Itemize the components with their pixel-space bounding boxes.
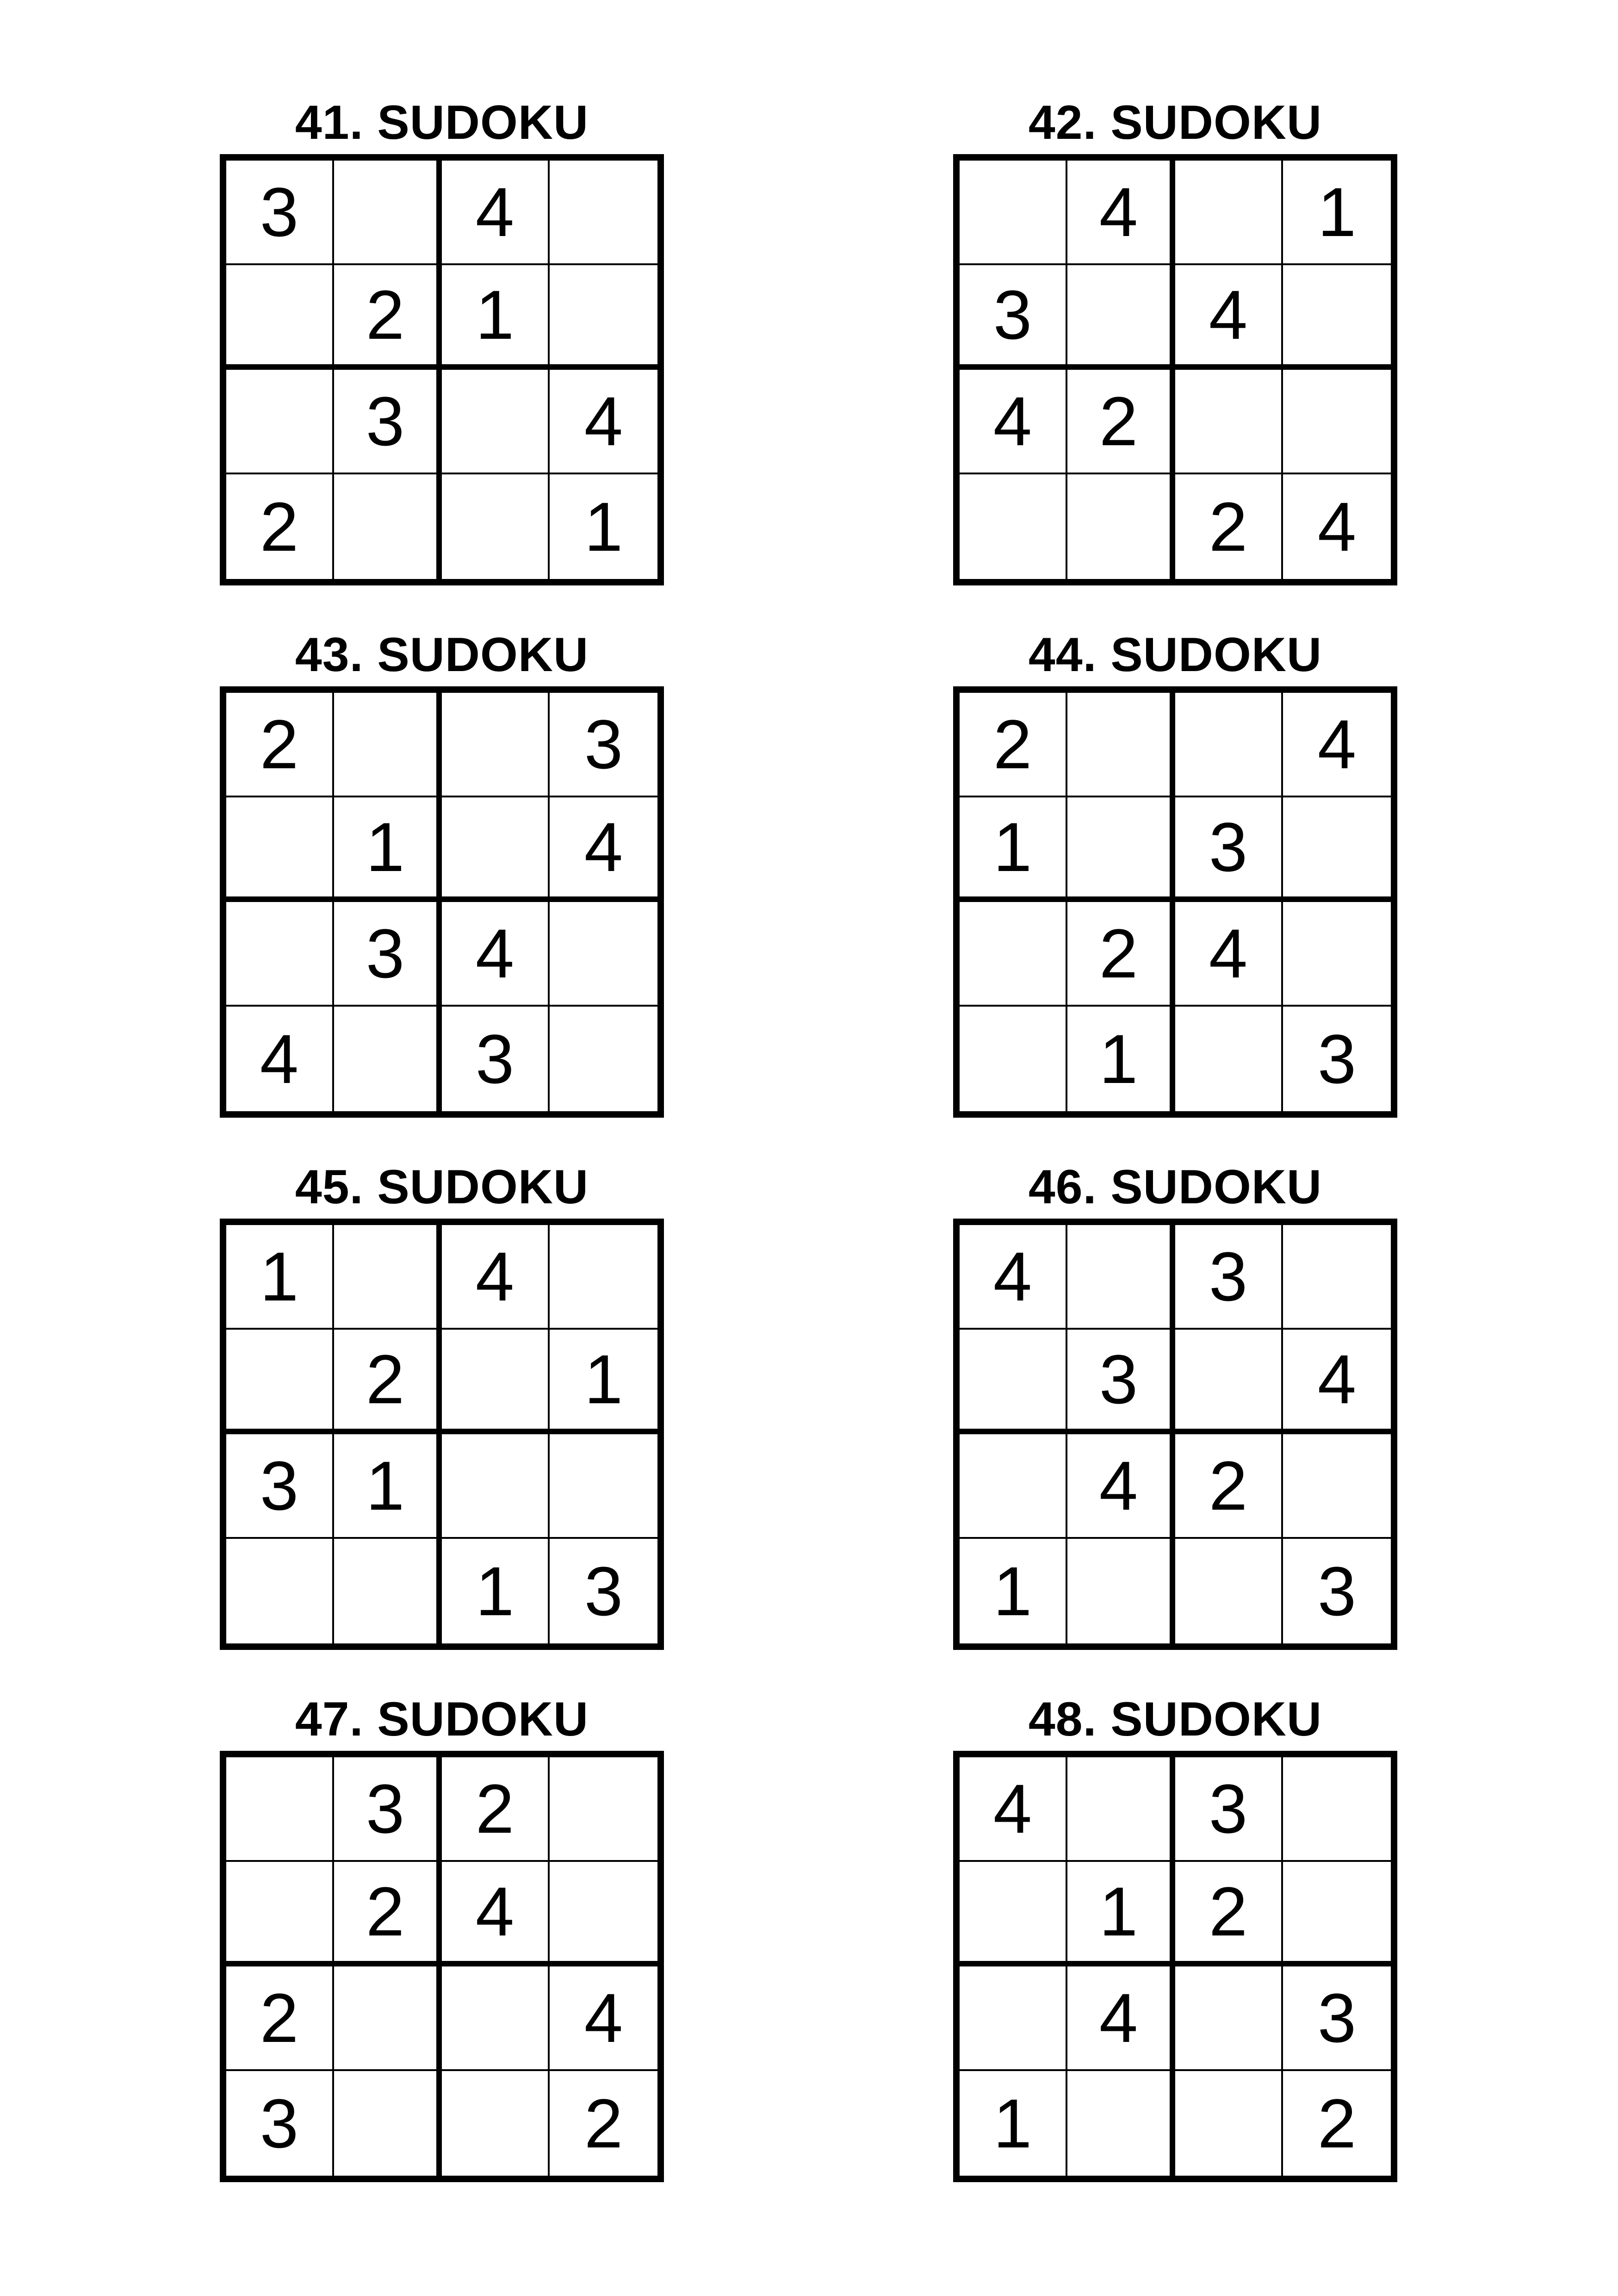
- grid-cell[interactable]: [1067, 693, 1175, 797]
- grid-cell[interactable]: 4: [960, 1225, 1067, 1330]
- grid-cell[interactable]: [1283, 1225, 1391, 1330]
- grid-cell[interactable]: 1: [334, 1434, 442, 1539]
- sudoku-grid: [953, 1751, 1397, 2182]
- grid-cell[interactable]: 4: [1317, 488, 1357, 566]
- grid-cell[interactable]: 3: [226, 1434, 334, 1539]
- grid-cell[interactable]: [1283, 1862, 1391, 1966]
- sudoku-grid: [220, 1219, 664, 1650]
- grid-cell[interactable]: [1067, 474, 1175, 579]
- puzzle-title: 41. SUDOKU: [295, 96, 589, 149]
- grid-cell[interactable]: 3: [550, 693, 657, 797]
- grid-cell[interactable]: 1: [442, 265, 550, 370]
- grid-cell[interactable]: [226, 797, 334, 902]
- grid-cell[interactable]: 3: [334, 370, 442, 474]
- grid-cell[interactable]: 3: [1175, 1757, 1283, 1862]
- grid-cell[interactable]: [1175, 693, 1283, 797]
- grid-cell[interactable]: [960, 902, 1067, 1007]
- grid-cell[interactable]: [1067, 797, 1175, 902]
- grid-cell[interactable]: 4: [442, 902, 550, 1007]
- grid-cell[interactable]: [1067, 1757, 1175, 1862]
- grid-cell[interactable]: [960, 1862, 1067, 1966]
- grid-cell[interactable]: [226, 1330, 334, 1434]
- grid-cell[interactable]: [1175, 1539, 1283, 1643]
- grid-cell[interactable]: 1: [550, 1330, 657, 1434]
- sudoku-grid: [953, 154, 1397, 585]
- grid-cell[interactable]: [960, 1007, 1067, 1111]
- grid-cell[interactable]: 2: [334, 1862, 442, 1966]
- grid-cell[interactable]: [1283, 265, 1391, 370]
- grid-cell[interactable]: [226, 902, 334, 1007]
- grid-cell[interactable]: 2: [334, 1330, 442, 1434]
- grid-cell[interactable]: 3: [442, 1007, 550, 1111]
- grid-cell[interactable]: [1175, 370, 1283, 474]
- grid-cell[interactable]: 4: [550, 1966, 657, 2071]
- grid-cell[interactable]: [1067, 2071, 1175, 2176]
- grid-cell[interactable]: 1: [226, 1225, 334, 1330]
- grid-cell[interactable]: 4: [1175, 265, 1283, 370]
- grid-cell[interactable]: [334, 161, 442, 265]
- grid-cell[interactable]: [334, 474, 442, 579]
- grid-cell[interactable]: 2: [1175, 1862, 1283, 1966]
- grid-cell[interactable]: 1: [960, 797, 1067, 902]
- grid-cell[interactable]: [442, 474, 550, 579]
- grid-cell[interactable]: [1067, 265, 1175, 370]
- grid-cell[interactable]: [334, 1539, 442, 1643]
- grid-cell[interactable]: [550, 1862, 657, 1966]
- sudoku-grid: [953, 686, 1397, 1118]
- puzzle-title: 44. SUDOKU: [1028, 628, 1322, 682]
- grid-cell[interactable]: 4: [550, 797, 657, 902]
- grid-cell[interactable]: 4: [960, 1757, 1067, 1862]
- grid-cell[interactable]: 3: [1175, 1225, 1283, 1330]
- grid-cell[interactable]: [442, 1966, 550, 2071]
- grid-cell[interactable]: 2: [226, 693, 334, 797]
- sudoku-grid: [220, 1751, 664, 2182]
- grid-cell[interactable]: 2: [1175, 474, 1283, 579]
- grid-cell[interactable]: 3: [1283, 1966, 1391, 2071]
- grid-cell[interactable]: [442, 2071, 550, 2176]
- grid-cell[interactable]: 3: [1175, 797, 1283, 902]
- grid-cell[interactable]: 4: [1067, 1966, 1175, 2071]
- grid-cell[interactable]: 4: [1283, 693, 1391, 797]
- grid-cell[interactable]: 4: [550, 370, 657, 474]
- grid-cell[interactable]: 3: [1317, 1552, 1357, 1630]
- grid-cell[interactable]: 2: [334, 265, 442, 370]
- grid-cell[interactable]: [442, 370, 550, 474]
- sudoku-grid: [220, 154, 664, 585]
- puzzle-title: 42. SUDOKU: [1028, 96, 1322, 149]
- grid-cell[interactable]: [1175, 1966, 1283, 2071]
- sudoku-grid: [953, 1219, 1397, 1650]
- grid-cell[interactable]: [550, 1434, 657, 1539]
- grid-cell[interactable]: 4: [1067, 161, 1175, 265]
- grid-cell[interactable]: [334, 1966, 442, 2071]
- grid-cell[interactable]: 2: [1067, 370, 1175, 474]
- grid-cell[interactable]: [226, 265, 334, 370]
- grid-cell[interactable]: 2: [442, 1757, 550, 1862]
- grid-cell[interactable]: 2: [1175, 1434, 1283, 1539]
- grid-cell[interactable]: [1283, 370, 1391, 474]
- puzzle-title: 48. SUDOKU: [1028, 1692, 1322, 1746]
- grid-cell[interactable]: 4: [1175, 902, 1283, 1007]
- grid-cell[interactable]: [226, 1539, 334, 1643]
- puzzle-title: 43. SUDOKU: [295, 628, 589, 682]
- grid-cell[interactable]: [550, 1757, 657, 1862]
- grid-cell[interactable]: [960, 1330, 1067, 1434]
- grid-cell[interactable]: 1: [334, 797, 442, 902]
- grid-cell[interactable]: [334, 2071, 442, 2176]
- grid-cell[interactable]: 3: [334, 1757, 442, 1862]
- grid-cell[interactable]: 1: [960, 1539, 1067, 1643]
- grid-cell[interactable]: [334, 693, 442, 797]
- grid-cell[interactable]: 1: [1283, 161, 1391, 265]
- grid-cell[interactable]: [1175, 1330, 1283, 1434]
- grid-cell[interactable]: [1283, 797, 1391, 902]
- grid-cell[interactable]: 4: [442, 1862, 550, 1966]
- grid-cell[interactable]: 1: [960, 2071, 1067, 2176]
- grid-cell[interactable]: [226, 1757, 334, 1862]
- grid-cell[interactable]: 3: [226, 161, 334, 265]
- grid-cell[interactable]: 1: [1067, 1007, 1175, 1111]
- grid-cell[interactable]: [226, 370, 334, 474]
- grid-cell[interactable]: 3: [960, 265, 1067, 370]
- grid-cell[interactable]: [960, 161, 1067, 265]
- grid-cell[interactable]: [1283, 1757, 1391, 1862]
- grid-cell[interactable]: 2: [226, 1966, 334, 2071]
- grid-cell[interactable]: 4: [1283, 1330, 1391, 1434]
- puzzle-title: 46. SUDOKU: [1028, 1160, 1322, 1214]
- grid-cell[interactable]: [226, 1862, 334, 1966]
- grid-cell[interactable]: 4: [1067, 1434, 1175, 1539]
- grid-cell[interactable]: [442, 797, 550, 902]
- grid-cell[interactable]: 4: [226, 1007, 334, 1111]
- grid-cell[interactable]: [1067, 1225, 1175, 1330]
- grid-cell[interactable]: 1: [584, 488, 623, 566]
- grid-cell[interactable]: 4: [442, 1225, 550, 1330]
- grid-cell[interactable]: 3: [1317, 1020, 1357, 1098]
- grid-cell[interactable]: 3: [334, 902, 442, 1007]
- grid-cell[interactable]: [550, 902, 657, 1007]
- grid-cell[interactable]: [960, 474, 1067, 579]
- grid-cell[interactable]: [442, 693, 550, 797]
- grid-cell[interactable]: [1283, 1434, 1391, 1539]
- grid-cell[interactable]: [550, 1007, 657, 1111]
- grid-cell[interactable]: [960, 1434, 1067, 1539]
- grid-cell[interactable]: [550, 265, 657, 370]
- grid-cell[interactable]: [1067, 1539, 1175, 1643]
- grid-cell[interactable]: 2: [584, 2084, 623, 2162]
- grid-cell[interactable]: [550, 1225, 657, 1330]
- grid-cell[interactable]: 2: [1067, 902, 1175, 1007]
- grid-cell[interactable]: 4: [442, 161, 550, 265]
- grid-cell[interactable]: [550, 161, 657, 265]
- grid-cell[interactable]: 2: [960, 693, 1067, 797]
- grid-cell[interactable]: [1283, 902, 1391, 1007]
- grid-cell[interactable]: 2: [226, 474, 334, 579]
- grid-cell[interactable]: 2: [1317, 2084, 1357, 2162]
- grid-cell[interactable]: [442, 1330, 550, 1434]
- puzzle-title: 45. SUDOKU: [295, 1160, 589, 1214]
- grid-cell[interactable]: [960, 1966, 1067, 2071]
- grid-cell[interactable]: 3: [584, 1552, 623, 1630]
- sudoku-grid: [220, 686, 664, 1118]
- puzzle-title: 47. SUDOKU: [295, 1692, 589, 1746]
- grid-cell[interactable]: 3: [226, 2071, 334, 2176]
- grid-cell[interactable]: 4: [960, 370, 1067, 474]
- grid-cell[interactable]: [1175, 1007, 1283, 1111]
- grid-cell[interactable]: [334, 1007, 442, 1111]
- grid-cell[interactable]: 1: [1067, 1862, 1175, 1966]
- grid-cell[interactable]: [334, 1225, 442, 1330]
- grid-cell[interactable]: [1175, 161, 1283, 265]
- grid-cell[interactable]: [442, 1434, 550, 1539]
- grid-cell[interactable]: [1175, 2071, 1283, 2176]
- grid-cell[interactable]: 1: [442, 1539, 550, 1643]
- grid-cell[interactable]: 3: [1067, 1330, 1175, 1434]
